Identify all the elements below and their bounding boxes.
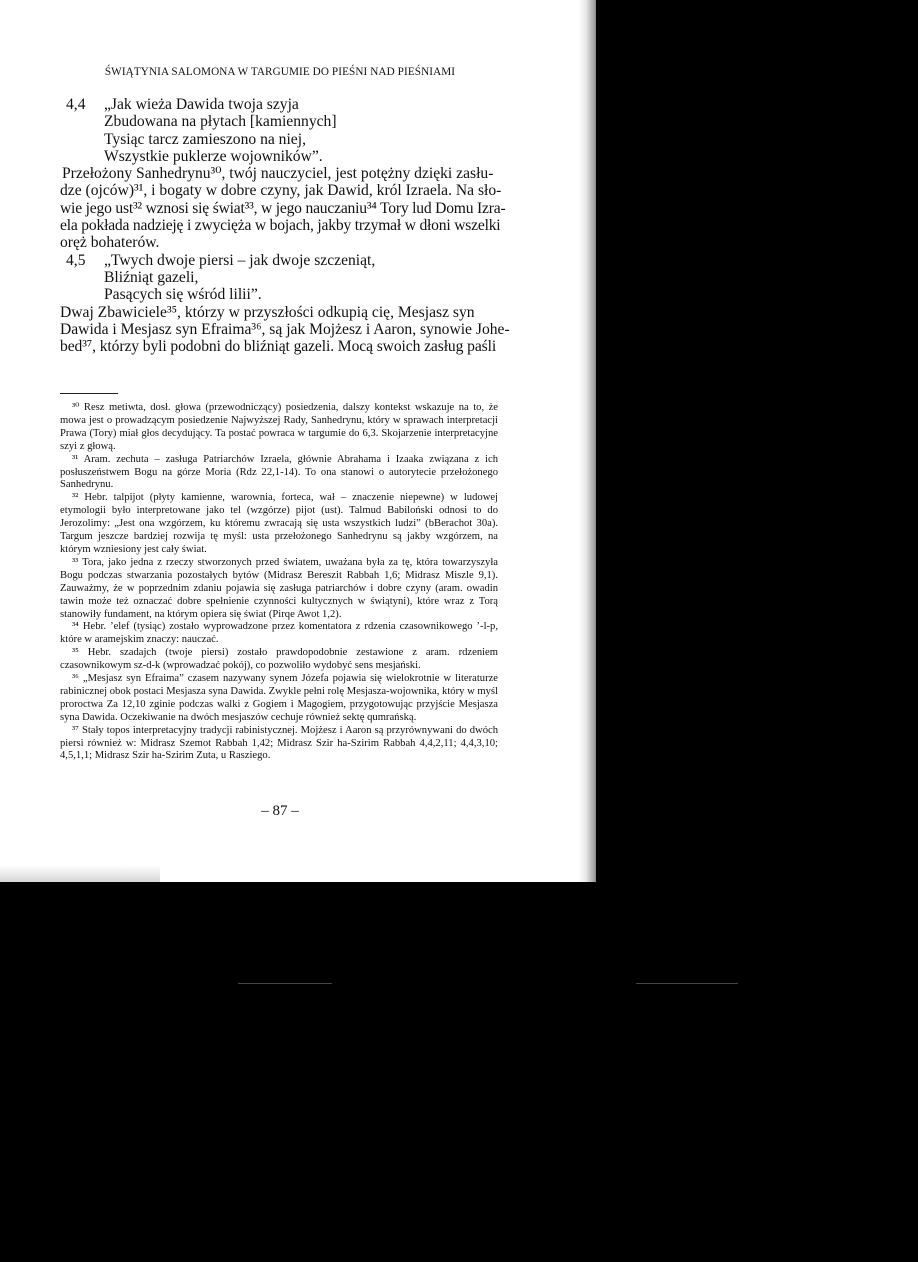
text-line: wie jego ust³² wznosi się świat³³, w jego nauczaniu³⁴ Tory lud Domu Izra- <box>60 199 506 217</box>
text-line: bed³⁷, którzy byli podobni do bliźniąt gazeli. Mocą swoich zasług paśli <box>60 338 497 356</box>
footnote-30: ³⁰ Resz metiwta, dosł. głowa (przewodniczący) posiedzenia, dalszy kontekst wskazuje na to, że mowa jest o prowadzącym posiedzenie Najwyższej Rady, Sanhedrynu, który w sprawach interpretacji Prawa (Tory) miał głos decydujący. Ta postać powraca w targumie do 6,3. Skojarzenie interpretacyjne szyi z głową. <box>60 402 498 452</box>
verse-lines <box>104 96 337 165</box>
verse-4-4 <box>60 96 498 165</box>
verse-line: „Twych dwoje piersi – jak dwoje szczeniąt, <box>104 251 376 269</box>
footnote-34: ³⁴ Hebr. ’elef (tysiąc) zostało wyprowadzone przez komentatora z rdzenia czasownikowego ’-l-p, które w aramejskim znaczy: nauczać. <box>60 621 498 646</box>
text-line: ela pokłada nadzieję i zwycięża w bojach, jakby trzymał w dłoni wszelki <box>60 217 501 235</box>
running-head: ŚWIĄTYNIA SALOMONA W TARGUMIE DO PIEŚNI NAD PIEŚNIAMI <box>104 66 456 78</box>
footnote-31: ³¹ Aram. zechuta – zasługa Patriarchów Izraela, głównie Abrahama i Izaaka związana z ich posłuszeństwem Bogu na górze Moria (Rdz 22,1-14). To ona stanowi o autorytecie przełożonego Sanhedrynu. <box>60 453 498 491</box>
verse-4-5 <box>60 252 498 304</box>
text-line: oręż bohaterów. <box>60 234 160 252</box>
text-line: dze (ojców)³¹, i bogaty w dobre czyny, jak Dawid, król Izraela. Na sło- <box>60 182 502 200</box>
verse-line: Wszystkie puklerze wojowników”. <box>104 147 323 165</box>
verse-lines <box>104 252 375 304</box>
verse-line: Bliźniąt gazeli, <box>104 268 199 286</box>
verse-line: „Jak wieża Dawida twoja szyja <box>104 96 299 113</box>
commentary-paragraph-2 <box>60 303 510 356</box>
book-page <box>0 0 596 882</box>
scan-line-left <box>238 983 332 984</box>
page-bottom-edge <box>0 840 160 882</box>
verse-line: Tysiąc tarcz zamieszono na niej, <box>104 130 306 148</box>
commentary-paragraph-1 <box>60 165 506 252</box>
text-line: Dawida i Mesjasz syn Efraima³⁶, są jak Mojżesz i Aaron, synowie Johe- <box>60 320 510 338</box>
scan-line-right <box>636 983 738 984</box>
verse-line: Pasących się wśród lilii”. <box>104 286 262 304</box>
verse-number: 4,4 <box>66 96 86 113</box>
footnote-36: ³⁶ „Mesjasz syn Efraima” czasem nazywany synem Józefa pojawia się wielokrotnie w literaturze rabinicznej obok postaci Mesjasza syna Dawida. Zwykle pełni rolę Mesjasza-wojownika, który w myśl proroctwa Za 12,10 zginie podczas walki z Gogiem i Magogiem, przygotowując przyjście Mesjasza syna Dawida. Oczekiwanie na dwóch mesjaszów cechuje również sektę qumrańską. <box>60 673 498 723</box>
text-line: Przełożony Sanhedrynu³⁰, twój nauczyciel, jest potężny dzięki zasłu- <box>62 165 494 183</box>
page-number: – 87 – <box>261 803 299 819</box>
footnote-35: ³⁵ Hebr. szadajch (twoje piersi) zostało prawdopodobnie zestawione z aram. rdzeniem czasownikowym sz-d-k (wprowadzać pokój), co pozwoliło wydobyć sens mesjański. <box>60 647 498 672</box>
verse-number: 4,5 <box>66 251 86 269</box>
footnote-32: ³² Hebr. talpijot (płyty kamienne, warownia, forteca, wał – znaczenie niepewne) w ludowej etymologii było interpretowane jako tel (wzgórze) pijot (ust). Talmud Babiloński odnosi to do Jerozolimy: „Jest ona wzgórzem, ku któremu zwracają się usta wszystkich ludzi” (bBerachot 30a). Targum jeszcze bardziej rozwija tę myśl: usta przełożonego Sanhedrynu są jakby wzgórzem, na którym wzniesiony jest cały świat. <box>60 492 498 555</box>
main-text <box>60 96 510 356</box>
verse-line: Zbudowana na płytach [kamiennych] <box>104 113 337 131</box>
footnotes <box>60 402 498 763</box>
footnote-33: ³³ Tora, jako jedna z rzeczy stworzonych przed światem, uważana była za tę, która towarzyszyła Bogu podczas stwarzania pozostałych bytów (Midrasz Bereszit Rabbah 1,6; Midrasz Miszle 9,1). Zauważmy, że w poprzednim zdaniu pojawia się zasługa patriarchów i dobre czyny (aram. owadin tawin może też oznaczać dobre spełnienie czynności kultycznych w świątyni), które wraz z Torą stanowiły fundament, na którym opiera się świat (Pirqe Awot 1,2). <box>60 556 498 620</box>
footnote-separator <box>60 393 118 394</box>
footnote-37: ³⁷ Stały topos interpretacyjny tradycji rabinistycznej. Mojżesz i Aaron są przyrównywani do dwóch piersi również w: Midrasz Szemot Rabbah 1,42; Midrasz Szir ha-Szirim Rabbah 4,4,2,11; 4,4,3,10; 4,5,1,1; Midrasz Szir ha-Szirim Zuta, u Rasziego. <box>60 724 498 762</box>
page-spine-shadow <box>578 0 596 882</box>
text-line: Dwaj Zbawiciele³⁵, którzy w przyszłości odkupią cię, Mesjasz syn <box>60 303 475 321</box>
